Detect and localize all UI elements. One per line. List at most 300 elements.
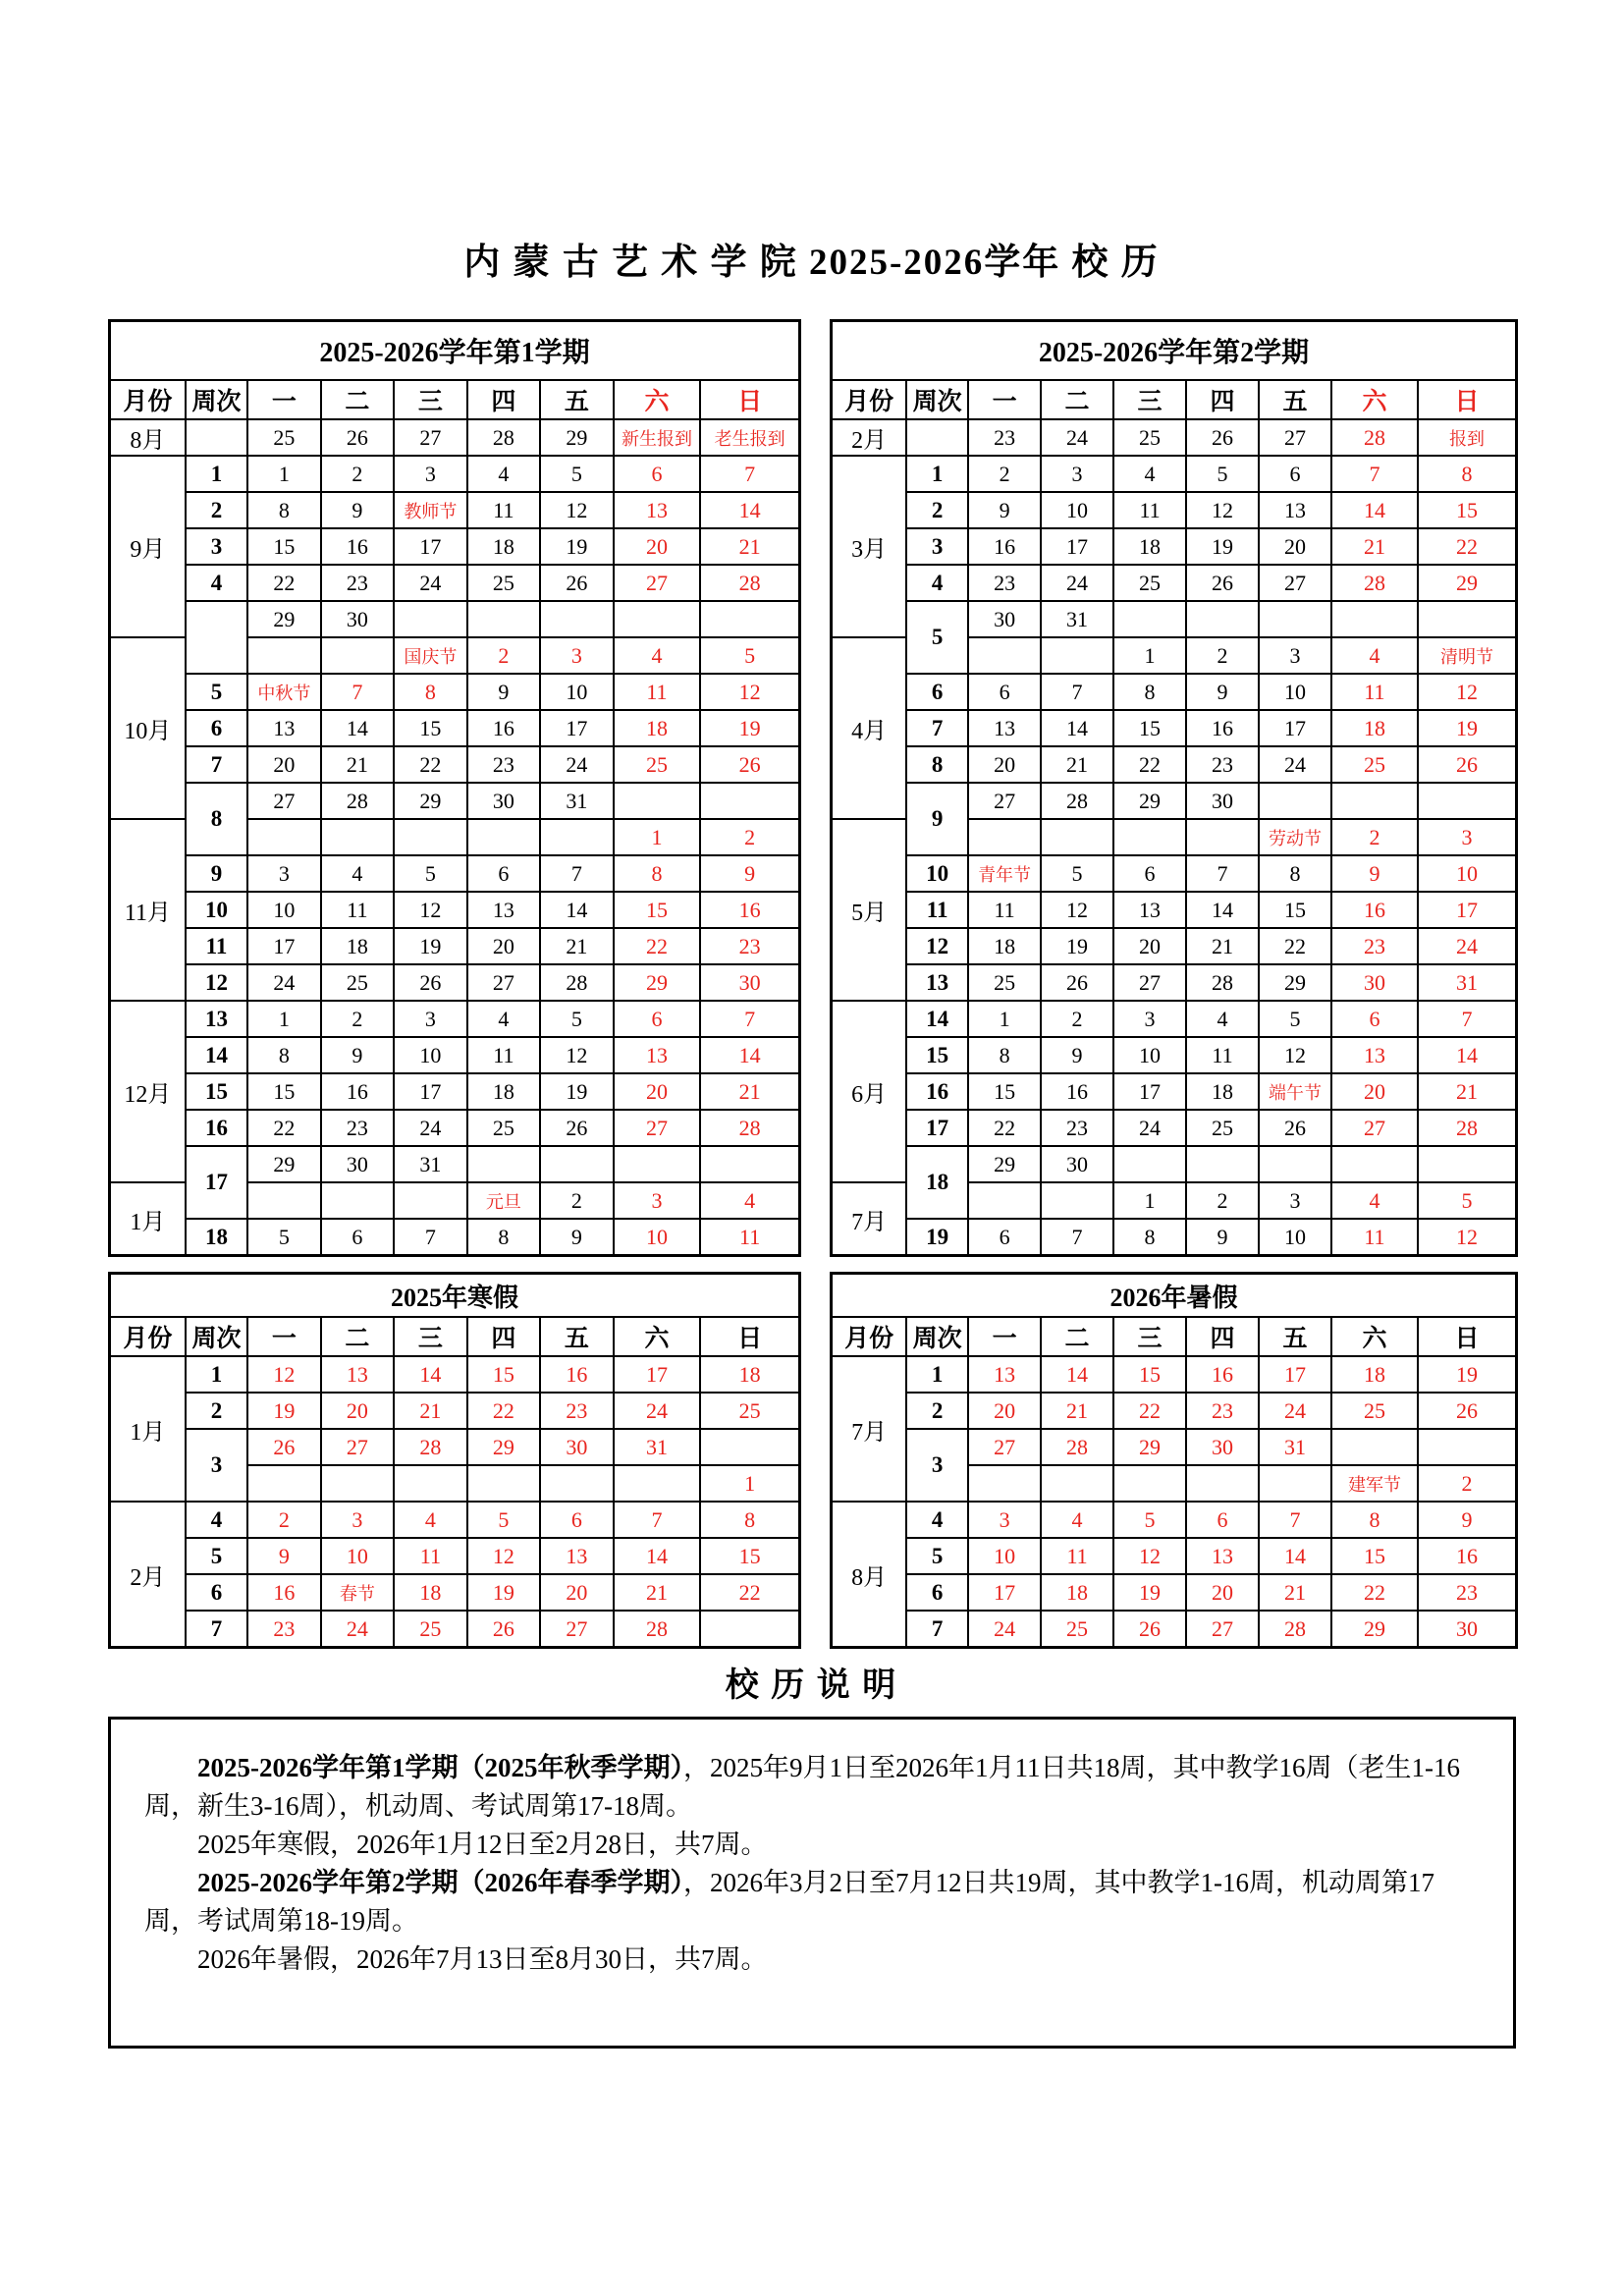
day-cell: 8 xyxy=(614,855,701,892)
day-cell: 21 xyxy=(394,1393,467,1429)
day-cell: 14 xyxy=(394,1356,467,1393)
day-cell: 16 xyxy=(321,1073,395,1110)
day-cell: 18 xyxy=(321,928,395,964)
day-cell: 18 xyxy=(968,928,1041,964)
table-title-row xyxy=(110,1274,800,1318)
day-cell: 17 xyxy=(540,710,614,746)
day-cell xyxy=(614,1146,701,1182)
day-cell: 10 xyxy=(614,1219,701,1256)
day-cell: 29 xyxy=(1113,1429,1186,1465)
day-cell xyxy=(700,1146,799,1182)
column-header-cell: 三 xyxy=(394,1317,467,1356)
day-cell: 11 xyxy=(394,1538,467,1574)
day-cell: 10 xyxy=(1041,492,1113,528)
day-cell: 28 xyxy=(1041,1429,1113,1465)
table-row xyxy=(110,1393,800,1429)
day-cell: 9 xyxy=(1331,855,1418,892)
day-cell: 26 xyxy=(247,1429,321,1465)
day-cell: 15 xyxy=(467,1356,541,1393)
day-cell: 21 xyxy=(540,928,614,964)
table-row xyxy=(832,1110,1517,1146)
day-cell xyxy=(1113,1146,1186,1182)
day-cell: 25 xyxy=(700,1393,799,1429)
table-row xyxy=(832,1037,1517,1073)
day-cell: 29 xyxy=(540,419,614,456)
column-header-cell: 六 xyxy=(1331,380,1418,419)
day-cell: 1 xyxy=(968,1001,1041,1037)
day-cell xyxy=(968,1465,1041,1502)
week-cell: 3 xyxy=(186,528,247,565)
day-cell: 11 xyxy=(467,1037,541,1073)
day-cell: 23 xyxy=(321,565,395,601)
day-cell: 28 xyxy=(1331,419,1418,456)
note-paragraph xyxy=(144,1864,1480,1941)
month-cell: 11月 xyxy=(110,819,186,1001)
day-cell: 22 xyxy=(467,1393,541,1429)
day-cell: 20 xyxy=(968,746,1041,783)
day-cell: 5 xyxy=(467,1502,541,1538)
day-cell: 18 xyxy=(1186,1073,1259,1110)
day-cell: 7 xyxy=(540,855,614,892)
day-cell xyxy=(968,1182,1041,1219)
table-row xyxy=(110,1429,800,1465)
day-cell: 17 xyxy=(968,1574,1041,1611)
day-cell: 6 xyxy=(968,674,1041,710)
day-cell: 31 xyxy=(1259,1429,1331,1465)
day-cell: 26 xyxy=(394,964,467,1001)
day-cell: 老生报到 xyxy=(700,419,799,456)
column-header-cell: 一 xyxy=(247,380,321,419)
day-cell: 10 xyxy=(321,1538,395,1574)
month-cell: 1月 xyxy=(110,1182,186,1256)
table-header-row xyxy=(832,1317,1517,1356)
table-title: 2025年寒假 xyxy=(110,1274,800,1318)
week-cell: 7 xyxy=(186,1611,247,1648)
table-row xyxy=(110,674,800,710)
column-header-cell: 五 xyxy=(540,1317,614,1356)
page-title: 内 蒙 古 艺 术 学 院 2025-2026学年 校 历 xyxy=(463,243,1160,283)
table-row xyxy=(832,964,1517,1001)
day-cell: 16 xyxy=(1041,1073,1113,1110)
day-cell: 18 xyxy=(614,710,701,746)
table-row xyxy=(110,565,800,601)
day-cell xyxy=(321,637,395,674)
day-cell: 2 xyxy=(1418,1465,1517,1502)
day-cell: 26 xyxy=(700,746,799,783)
week-cell: 10 xyxy=(906,855,968,892)
table-row xyxy=(110,528,800,565)
day-cell xyxy=(321,1465,395,1502)
day-cell: 29 xyxy=(968,1146,1041,1182)
day-cell: 报到 xyxy=(1418,419,1517,456)
day-cell: 22 xyxy=(968,1110,1041,1146)
day-cell: 17 xyxy=(1259,710,1331,746)
day-cell: 30 xyxy=(467,783,541,819)
day-cell: 20 xyxy=(614,1073,701,1110)
column-header-cell: 日 xyxy=(1418,1317,1517,1356)
day-cell: 18 xyxy=(1331,1356,1418,1393)
day-cell: 18 xyxy=(467,1073,541,1110)
day-cell: 15 xyxy=(1418,492,1517,528)
day-cell: 27 xyxy=(1259,419,1331,456)
day-cell: 10 xyxy=(1113,1037,1186,1073)
day-cell: 9 xyxy=(540,1219,614,1256)
day-cell: 6 xyxy=(467,855,541,892)
week-cell: 8 xyxy=(186,783,247,855)
column-header-cell: 月份 xyxy=(832,380,907,419)
table-row xyxy=(110,1502,800,1538)
day-cell: 30 xyxy=(1331,964,1418,1001)
day-cell: 9 xyxy=(321,1037,395,1073)
column-header-cell: 三 xyxy=(1113,1317,1186,1356)
day-cell: 26 xyxy=(1418,1393,1517,1429)
week-cell: 16 xyxy=(186,1110,247,1146)
day-cell: 14 xyxy=(614,1538,701,1574)
day-cell: 11 xyxy=(321,892,395,928)
week-cell: 13 xyxy=(906,964,968,1001)
day-cell xyxy=(700,1429,799,1465)
day-cell: 15 xyxy=(1259,892,1331,928)
day-cell: 27 xyxy=(540,1611,614,1648)
note-text: 2025年寒假，2026年1月12日至2月28日，共7周。 xyxy=(197,1830,768,1859)
day-cell: 29 xyxy=(247,1146,321,1182)
table-row xyxy=(832,565,1517,601)
week-cell: 18 xyxy=(186,1219,247,1256)
day-cell: 8 xyxy=(968,1037,1041,1073)
day-cell: 12 xyxy=(1259,1037,1331,1073)
week-cell xyxy=(186,601,247,674)
week-cell: 19 xyxy=(906,1219,968,1256)
note-text: ，2026年3月2日至7月12日共19周，其中教学1-16周，机动周第17周，考试周第18-19周。 xyxy=(144,1868,1434,1936)
day-cell: 4 xyxy=(1041,1502,1113,1538)
day-cell: 28 xyxy=(321,783,395,819)
day-cell: 14 xyxy=(1186,892,1259,928)
day-cell xyxy=(614,601,701,637)
day-cell xyxy=(1113,1465,1186,1502)
day-cell xyxy=(1418,1146,1517,1182)
day-cell: 13 xyxy=(1186,1538,1259,1574)
day-cell: 12 xyxy=(394,892,467,928)
day-cell: 23 xyxy=(1041,1110,1113,1146)
day-cell: 26 xyxy=(540,1110,614,1146)
day-cell: 2 xyxy=(247,1502,321,1538)
day-cell: 4 xyxy=(1186,1001,1259,1037)
day-cell: 14 xyxy=(1331,492,1418,528)
table-row xyxy=(832,710,1517,746)
day-cell: 21 xyxy=(1259,1574,1331,1611)
day-cell xyxy=(467,819,541,855)
day-cell: 24 xyxy=(1041,565,1113,601)
day-cell: 13 xyxy=(968,710,1041,746)
day-cell: 6 xyxy=(1113,855,1186,892)
day-cell: 25 xyxy=(1331,746,1418,783)
day-cell: 中秋节 xyxy=(247,674,321,710)
day-cell: 24 xyxy=(614,1393,701,1429)
day-cell: 22 xyxy=(614,928,701,964)
column-header-cell: 月份 xyxy=(110,380,186,419)
day-cell: 25 xyxy=(1113,419,1186,456)
table-row xyxy=(110,783,800,819)
day-cell xyxy=(1331,1146,1418,1182)
day-cell: 29 xyxy=(394,783,467,819)
day-cell: 20 xyxy=(614,528,701,565)
day-cell: 19 xyxy=(700,710,799,746)
day-cell: 1 xyxy=(1113,637,1186,674)
day-cell: 30 xyxy=(1186,1429,1259,1465)
day-cell: 18 xyxy=(1113,528,1186,565)
day-cell: 30 xyxy=(700,964,799,1001)
day-cell: 18 xyxy=(700,1356,799,1393)
column-header-cell: 六 xyxy=(1331,1317,1418,1356)
day-cell: 7 xyxy=(1041,1219,1113,1256)
day-cell xyxy=(247,1182,321,1219)
day-cell: 5 xyxy=(1113,1502,1186,1538)
day-cell: 16 xyxy=(467,710,541,746)
day-cell xyxy=(394,601,467,637)
day-cell: 31 xyxy=(1041,601,1113,637)
column-header-cell: 日 xyxy=(700,1317,799,1356)
day-cell xyxy=(1259,1146,1331,1182)
day-cell: 30 xyxy=(1041,1146,1113,1182)
day-cell: 31 xyxy=(394,1146,467,1182)
day-cell: 新生报到 xyxy=(614,419,701,456)
table-row xyxy=(110,601,800,637)
day-cell: 1 xyxy=(700,1465,799,1502)
week-cell: 3 xyxy=(906,528,968,565)
day-cell: 17 xyxy=(1113,1073,1186,1110)
week-cell: 5 xyxy=(186,674,247,710)
day-cell: 25 xyxy=(1041,1611,1113,1648)
table-row xyxy=(110,710,800,746)
day-cell: 11 xyxy=(1331,1219,1418,1256)
day-cell: 12 xyxy=(1418,674,1517,710)
day-cell: 21 xyxy=(321,746,395,783)
table-row xyxy=(110,1037,800,1073)
table-row xyxy=(110,1001,800,1037)
day-cell: 23 xyxy=(1331,928,1418,964)
day-cell xyxy=(968,637,1041,674)
week-cell: 10 xyxy=(186,892,247,928)
day-cell: 15 xyxy=(394,710,467,746)
week-cell: 1 xyxy=(906,1356,968,1393)
day-cell: 17 xyxy=(394,528,467,565)
column-header-cell: 四 xyxy=(1186,380,1259,419)
day-cell: 5 xyxy=(1418,1182,1517,1219)
semester1-calendar-table xyxy=(108,319,801,1257)
day-cell: 7 xyxy=(700,456,799,492)
day-cell: 28 xyxy=(700,1110,799,1146)
day-cell: 28 xyxy=(1259,1611,1331,1648)
day-cell: 9 xyxy=(247,1538,321,1574)
day-cell: 7 xyxy=(1041,674,1113,710)
table-row xyxy=(832,456,1517,492)
day-cell xyxy=(467,1146,541,1182)
day-cell xyxy=(1113,819,1186,855)
table-row xyxy=(832,928,1517,964)
day-cell: 8 xyxy=(1331,1502,1418,1538)
day-cell: 26 xyxy=(1186,419,1259,456)
day-cell: 14 xyxy=(700,492,799,528)
day-cell: 9 xyxy=(1041,1037,1113,1073)
day-cell: 23 xyxy=(540,1393,614,1429)
week-cell: 2 xyxy=(186,1393,247,1429)
day-cell: 25 xyxy=(247,419,321,456)
day-cell: 7 xyxy=(700,1001,799,1037)
column-header-cell: 一 xyxy=(247,1317,321,1356)
day-cell: 7 xyxy=(1259,1502,1331,1538)
day-cell xyxy=(968,819,1041,855)
day-cell: 4 xyxy=(394,1502,467,1538)
table-row xyxy=(832,492,1517,528)
day-cell: 19 xyxy=(540,1073,614,1110)
day-cell: 8 xyxy=(700,1502,799,1538)
day-cell: 7 xyxy=(321,674,395,710)
day-cell xyxy=(394,1465,467,1502)
day-cell: 20 xyxy=(1186,1574,1259,1611)
semester2-calendar-table xyxy=(830,319,1518,1257)
day-cell: 5 xyxy=(1186,456,1259,492)
week-cell: 4 xyxy=(186,1502,247,1538)
day-cell: 24 xyxy=(321,1611,395,1648)
day-cell: 17 xyxy=(394,1073,467,1110)
day-cell: 10 xyxy=(968,1538,1041,1574)
day-cell: 端午节 xyxy=(1259,1073,1331,1110)
day-cell: 15 xyxy=(247,1073,321,1110)
day-cell: 27 xyxy=(614,1110,701,1146)
day-cell: 春节 xyxy=(321,1574,395,1611)
day-cell: 16 xyxy=(321,528,395,565)
day-cell xyxy=(540,819,614,855)
column-header-cell: 周次 xyxy=(906,1317,968,1356)
day-cell: 24 xyxy=(1259,1393,1331,1429)
week-cell: 15 xyxy=(186,1073,247,1110)
day-cell: 7 xyxy=(1331,456,1418,492)
table-row xyxy=(832,1356,1517,1393)
day-cell xyxy=(1259,783,1331,819)
day-cell: 20 xyxy=(968,1393,1041,1429)
day-cell: 5 xyxy=(1041,855,1113,892)
week-cell: 17 xyxy=(186,1146,247,1219)
week-cell: 6 xyxy=(906,674,968,710)
column-header-cell: 一 xyxy=(968,380,1041,419)
day-cell: 28 xyxy=(700,565,799,601)
day-cell xyxy=(1418,783,1517,819)
day-cell xyxy=(394,1182,467,1219)
day-cell: 26 xyxy=(1186,565,1259,601)
week-cell: 12 xyxy=(906,928,968,964)
column-header-cell: 六 xyxy=(614,1317,701,1356)
day-cell: 17 xyxy=(1418,892,1517,928)
day-cell: 6 xyxy=(614,456,701,492)
table-row xyxy=(110,855,800,892)
day-cell: 28 xyxy=(467,419,541,456)
day-cell: 30 xyxy=(968,601,1041,637)
day-cell: 24 xyxy=(1041,419,1113,456)
day-cell: 15 xyxy=(247,528,321,565)
day-cell: 9 xyxy=(1186,1219,1259,1256)
day-cell: 3 xyxy=(614,1182,701,1219)
summer-vacation-table xyxy=(830,1272,1518,1649)
week-cell: 5 xyxy=(906,1538,968,1574)
table-title: 2025-2026学年第2学期 xyxy=(832,321,1517,381)
day-cell: 5 xyxy=(247,1219,321,1256)
day-cell: 2 xyxy=(321,456,395,492)
column-header-cell: 四 xyxy=(1186,1317,1259,1356)
day-cell: 19 xyxy=(394,928,467,964)
day-cell: 22 xyxy=(700,1574,799,1611)
day-cell: 15 xyxy=(968,1073,1041,1110)
day-cell: 27 xyxy=(394,419,467,456)
day-cell xyxy=(247,637,321,674)
week-cell: 7 xyxy=(906,710,968,746)
day-cell: 24 xyxy=(1113,1110,1186,1146)
day-cell: 16 xyxy=(1186,1356,1259,1393)
table-row xyxy=(110,892,800,928)
day-cell: 劳动节 xyxy=(1259,819,1331,855)
day-cell: 15 xyxy=(1113,1356,1186,1393)
day-cell: 29 xyxy=(467,1429,541,1465)
day-cell: 16 xyxy=(1418,1538,1517,1574)
week-cell: 2 xyxy=(906,492,968,528)
day-cell: 22 xyxy=(1113,1393,1186,1429)
table-row xyxy=(110,1219,800,1256)
day-cell: 8 xyxy=(467,1219,541,1256)
day-cell: 17 xyxy=(614,1356,701,1393)
day-cell: 2 xyxy=(1186,637,1259,674)
column-header-cell: 四 xyxy=(467,1317,541,1356)
day-cell: 17 xyxy=(1041,528,1113,565)
day-cell: 9 xyxy=(467,674,541,710)
day-cell: 24 xyxy=(394,565,467,601)
day-cell: 21 xyxy=(1418,1073,1517,1110)
day-cell xyxy=(1186,1465,1259,1502)
day-cell: 6 xyxy=(540,1502,614,1538)
day-cell: 3 xyxy=(394,1001,467,1037)
column-header-cell: 日 xyxy=(700,380,799,419)
month-cell: 12月 xyxy=(110,1001,186,1182)
day-cell: 26 xyxy=(467,1611,541,1648)
month-cell: 5月 xyxy=(832,819,907,1001)
day-cell: 9 xyxy=(321,492,395,528)
day-cell: 13 xyxy=(247,710,321,746)
day-cell: 10 xyxy=(1259,1219,1331,1256)
day-cell: 17 xyxy=(1259,1356,1331,1393)
day-cell: 30 xyxy=(321,1146,395,1182)
day-cell: 18 xyxy=(394,1574,467,1611)
day-cell: 25 xyxy=(614,746,701,783)
column-header-cell: 二 xyxy=(1041,380,1113,419)
table-row xyxy=(832,1574,1517,1611)
note-text: 2026年暑假，2026年7月13日至8月30日，共7周。 xyxy=(197,1944,768,1974)
day-cell: 27 xyxy=(1113,964,1186,1001)
day-cell: 8 xyxy=(1259,855,1331,892)
day-cell: 1 xyxy=(1113,1182,1186,1219)
day-cell: 4 xyxy=(467,1001,541,1037)
day-cell: 29 xyxy=(1418,565,1517,601)
day-cell: 10 xyxy=(247,892,321,928)
day-cell: 29 xyxy=(247,601,321,637)
day-cell xyxy=(1186,601,1259,637)
table-header-row xyxy=(110,380,800,419)
table-title: 2025-2026学年第1学期 xyxy=(110,321,800,381)
day-cell: 9 xyxy=(1418,1502,1517,1538)
day-cell xyxy=(394,819,467,855)
day-cell: 16 xyxy=(1331,892,1418,928)
day-cell: 31 xyxy=(540,783,614,819)
day-cell xyxy=(1331,1429,1418,1465)
day-cell: 19 xyxy=(1418,710,1517,746)
winter-vacation-table xyxy=(108,1272,801,1649)
